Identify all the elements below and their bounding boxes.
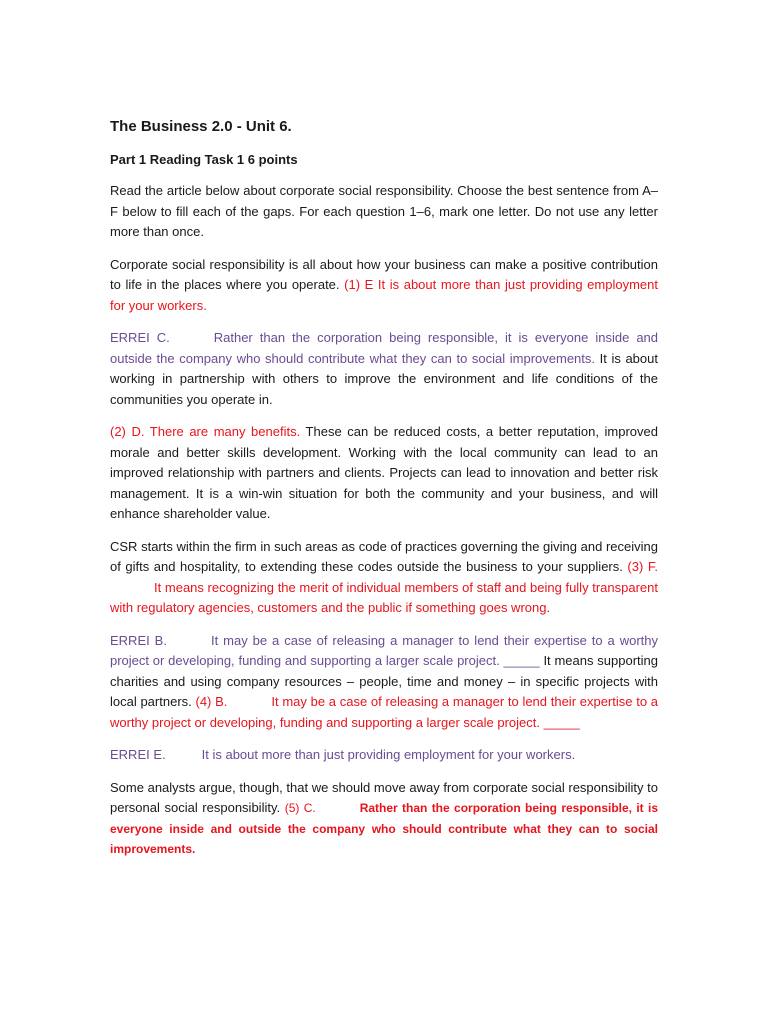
mistake-2-text: It may be a case of releasing a manager to lend their expertise to a worthy project or developing, funding and supporting a larger scale project. _____ bbox=[110, 632, 658, 668]
mistake-3-label: ERREI E. bbox=[110, 747, 166, 762]
paragraph-1-text: Corporate social responsibility is all about how your business can make a positive contribution to life in the places where you operate. bbox=[110, 256, 658, 292]
task-heading: Part 1 Reading Task 1 6 points bbox=[110, 152, 298, 167]
mistake-note-1 bbox=[110, 328, 658, 410]
paragraph-2-text: These can be reduced costs, a better reputation, improved morale and better skills development. Working with the local community can lead to an improved relationship with partners and clients. Projects can lead to innovation and better risk management. It is a win-win situation for both the community and your business, and will enhance shareholder value. bbox=[110, 424, 658, 521]
mistake-note-3 bbox=[110, 745, 658, 766]
answer-5-text: Rather than the corporation being responsible, it is everyone inside and outside the company who should contribute what they can to social improvements. bbox=[110, 801, 659, 856]
paragraph-3-text: CSR starts within the firm in such areas as code of practices governing the giving and receiving of gifts and hospitality, to extending these codes outside the business to your suppliers. bbox=[110, 538, 658, 574]
mistake-note-2 bbox=[110, 631, 658, 734]
paragraph-1 bbox=[110, 255, 658, 317]
answer-1: (1) E It is about more than just providing employment for your workers. bbox=[110, 277, 658, 313]
answer-4-text: It may be a case of releasing a manager to lend their expertise to a worthy project or developing, funding and supporting a larger scale project. _____ bbox=[110, 694, 658, 730]
answer-3-label: (3) F. bbox=[627, 559, 658, 574]
answer-5-label: (5) C. bbox=[284, 801, 316, 815]
mistake-1-text: Rather than the corporation being responsible, it is everyone inside and outside the company who should contribute what they can to social improvements. bbox=[110, 330, 659, 366]
paragraph-2 bbox=[110, 422, 658, 525]
instructions-paragraph: Read the article below about corporate social responsibility. Choose the best sentence from A–F below to fill each of the gaps. For each question 1–6, mark one letter. Do not use any letter more than once. bbox=[110, 183, 658, 239]
paragraph-5-text: Some analysts argue, though, that we should move away from corporate social responsibility to personal social responsibility. bbox=[110, 779, 658, 815]
mistake-1-continuation: It is about working in partnership with others to improve the environment and life conditions of the communities you operate in. bbox=[110, 350, 658, 407]
mistake-2-continuation: It means supporting charities and using company resources – people, time and money – in specific projects with local partners. bbox=[110, 653, 658, 709]
mistake-3-text: It is about more than just providing employment for your workers. bbox=[201, 747, 576, 762]
mistake-1-label: ERREI C. bbox=[110, 330, 170, 345]
answer-4-label: (4) B. bbox=[195, 694, 228, 709]
mistake-2-label: ERREI B. bbox=[110, 632, 167, 648]
paragraph-5 bbox=[110, 778, 658, 860]
answer-2: (2) D. There are many benefits. bbox=[110, 424, 301, 439]
answer-3-text: It means recognizing the merit of individual members of staff and being fully transparent with regulatory agencies, customers and the public if something goes wrong. bbox=[110, 579, 658, 615]
document-title: The Business 2.0 - Unit 6. bbox=[110, 118, 292, 135]
paragraph-3 bbox=[110, 537, 658, 619]
